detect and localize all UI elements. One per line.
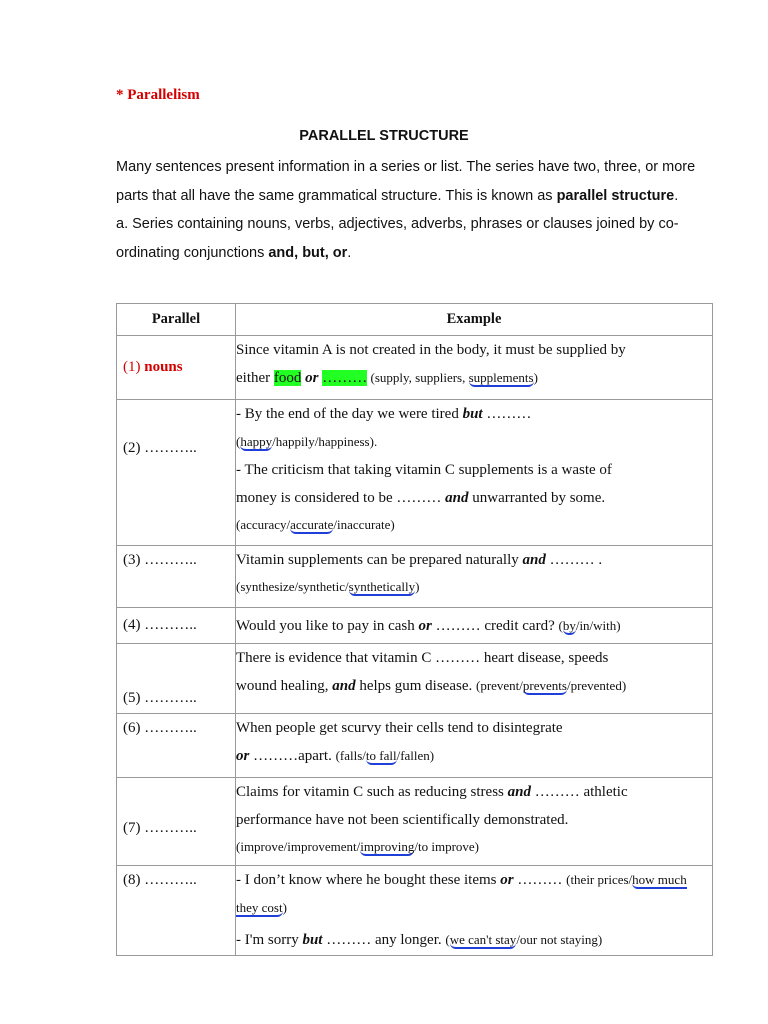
row-label: (1) nouns [123,359,183,375]
row-example: When people get scurvy their cells tend to disintegrate or ………apart. (falls/to fall/fallen) [236,714,713,778]
table-row [117,608,713,644]
row-example: - By the end of the day we were tired but ……… (happy/happily/happiness). - The criticism that taking vitamin C supplements is a waste of money is considered to be ……… and unwarranted by some. (accuracy/accurate/inaccurate) [236,400,713,546]
row-label: (5) ……….. [123,690,197,706]
row-example: Would you like to pay in cash or ……… credit card? (by/in/with) [236,608,713,644]
row-example: - I don’t know where he bought these items or ……… (their prices/how much they cost) - I'm sorry but ……… any longer. (we can't stay/our not staying) [236,866,713,956]
section-heading: * Parallelism [116,87,200,103]
intro-paragraph-1: Many sentences present information in a series or list. The series have two, three, or more parts that all have the same grammatical structure. This is known as parallel structure. [116,159,696,204]
table-row [117,778,713,866]
table-row [117,400,713,546]
intro-text [116,153,716,267]
table-header-row [117,304,713,336]
table-row [117,714,713,778]
row-label: (7) ……….. [123,820,197,836]
row-label: (3) ……….. [123,552,197,568]
table-row [117,866,713,956]
row-example: There is evidence that vitamin C ……… heart disease, speeds wound healing, and helps gum disease. (prevent/prevents/prevented) [236,644,713,714]
row-label: (6) ……….. [123,720,197,736]
row-label: (4) ……….. [123,617,197,633]
row-example: Vitamin supplements can be prepared naturally and ……… . (synthesize/synthetic/synthetically) [236,546,713,608]
table-row [117,546,713,608]
row-example: Claims for vitamin C such as reducing stress and ……… athletic performance have not been scientifically demonstrated. (improve/improvement/improving/to improve) [236,778,713,866]
intro-paragraph-2: a. Series containing nouns, verbs, adjectives, adverbs, phrases or clauses joined by co-ordinating conjunctions and, but, or. [116,216,679,261]
row-label: (8) ……….. [123,872,197,888]
row-example: Since vitamin A is not created in the body, it must be supplied by either food or ……… (supply, suppliers, supplements) [236,336,713,400]
row-label: (2) ……….. [123,440,197,456]
parallel-table [116,303,713,956]
header-example: Example [236,304,713,336]
table-row [117,336,713,400]
page-title: PARALLEL STRUCTURE [299,128,469,144]
table-row [117,644,713,714]
header-parallel: Parallel [117,304,236,336]
